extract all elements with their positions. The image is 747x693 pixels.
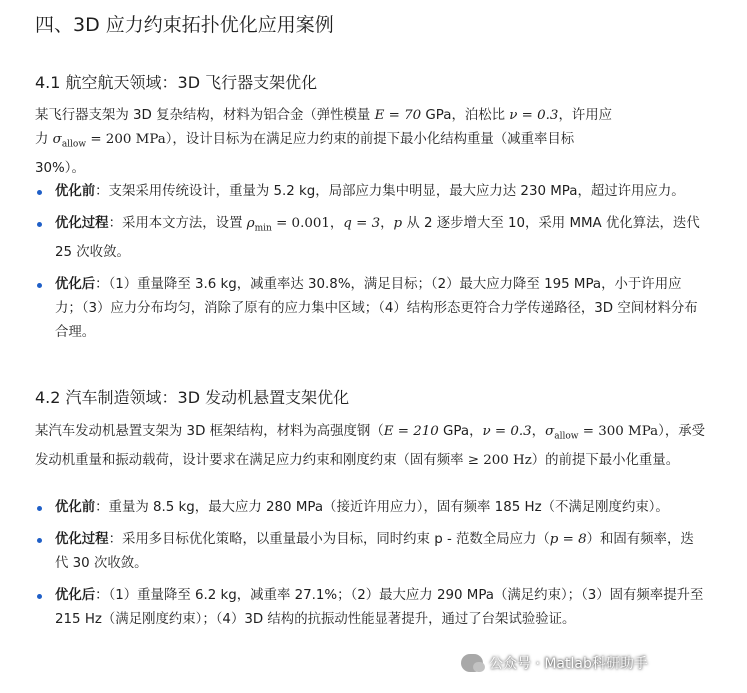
bullet-dot-icon	[37, 594, 42, 599]
bullet-dot-icon	[37, 283, 42, 288]
page-title: 四、3D 应力约束拓扑优化应用案例	[35, 14, 334, 36]
section-heading-4-1: 4.1 航空航天领域：3D 飞行器支架优化	[35, 73, 318, 92]
section-heading-4-2: 4.2 汽车制造领域：3D 发动机悬置支架优化	[35, 388, 350, 407]
list-item: 优化过程：采用多目标优化策略，以重量最小为目标，同时约束 p - 范数全局应力（p = 8）和固有频率，迭代 30 次收敛。	[35, 528, 707, 576]
section-4-2-list	[35, 496, 707, 632]
wechat-icon	[461, 654, 483, 672]
section-4-1-list	[35, 180, 707, 345]
watermark-text: 公众号 · Matlab科研助手	[489, 656, 648, 672]
bullet-dot-icon	[37, 538, 42, 543]
bullet-dot-icon	[37, 190, 42, 195]
bullet-dot-icon	[37, 222, 42, 227]
list-item: 优化前：支架采用传统设计，重量为 5.2 kg，局部应力集中明显，最大应力达 230 MPa，超过许用应力。	[35, 180, 707, 204]
section-4-2-intro: 某汽车发动机悬置支架为 3D 框架结构，材料为高强度钢（E = 210 GPa，ν = 0.3，$\sigma_{allow} = 300$ MPa），承受发动机重量和振动载荷，设计要求在满足应力约束和刚度约束（固有频率 ≥ 200 Hz）的前提下最小化重量。	[35, 424, 705, 468]
section-4-1-intro: 某飞行器支架为 3D 复杂结构，材料为铝合金（弹性模量 E = 70 GPa，泊松比 ν = 0.3，许用应 力 $\sigma_{allow} = 200$ MPa），设计目标为在满足应力约束的前提下最小化结构重量（减重率目标 30%）。	[35, 108, 613, 176]
list-item: 优化过程：采用本文方法，设置 $\rho_{min} = 0.001$，q = 3，p 从 2 逐步增大至 10，采用 MMA 优化算法，迭代 25 次收敛。	[35, 212, 707, 265]
list-item: 优化后：（1）重量降至 6.2 kg，减重率 27.1%；（2）最大应力 290 MPa（满足约束）；（3）固有频率提升至 215 Hz（满足刚度约束）；（4）3D 结构的抗振动性能显著提升，通过了台架试验验证。	[35, 584, 707, 632]
watermark	[461, 650, 648, 676]
bullet-dot-icon	[37, 506, 42, 511]
list-item: 优化后：（1）重量降至 3.6 kg，减重率达 30.8%，满足目标；（2）最大应力降至 195 MPa，小于许用应力；（3）应力分布均匀，消除了原有的应力集中区域；（4）结构形态更符合力学传递路径，3D 空间材料分布合理。	[35, 273, 707, 345]
list-item: 优化前：重量为 8.5 kg，最大应力 280 MPa（接近许用应力），固有频率 185 Hz（不满足刚度约束）。	[35, 496, 707, 520]
